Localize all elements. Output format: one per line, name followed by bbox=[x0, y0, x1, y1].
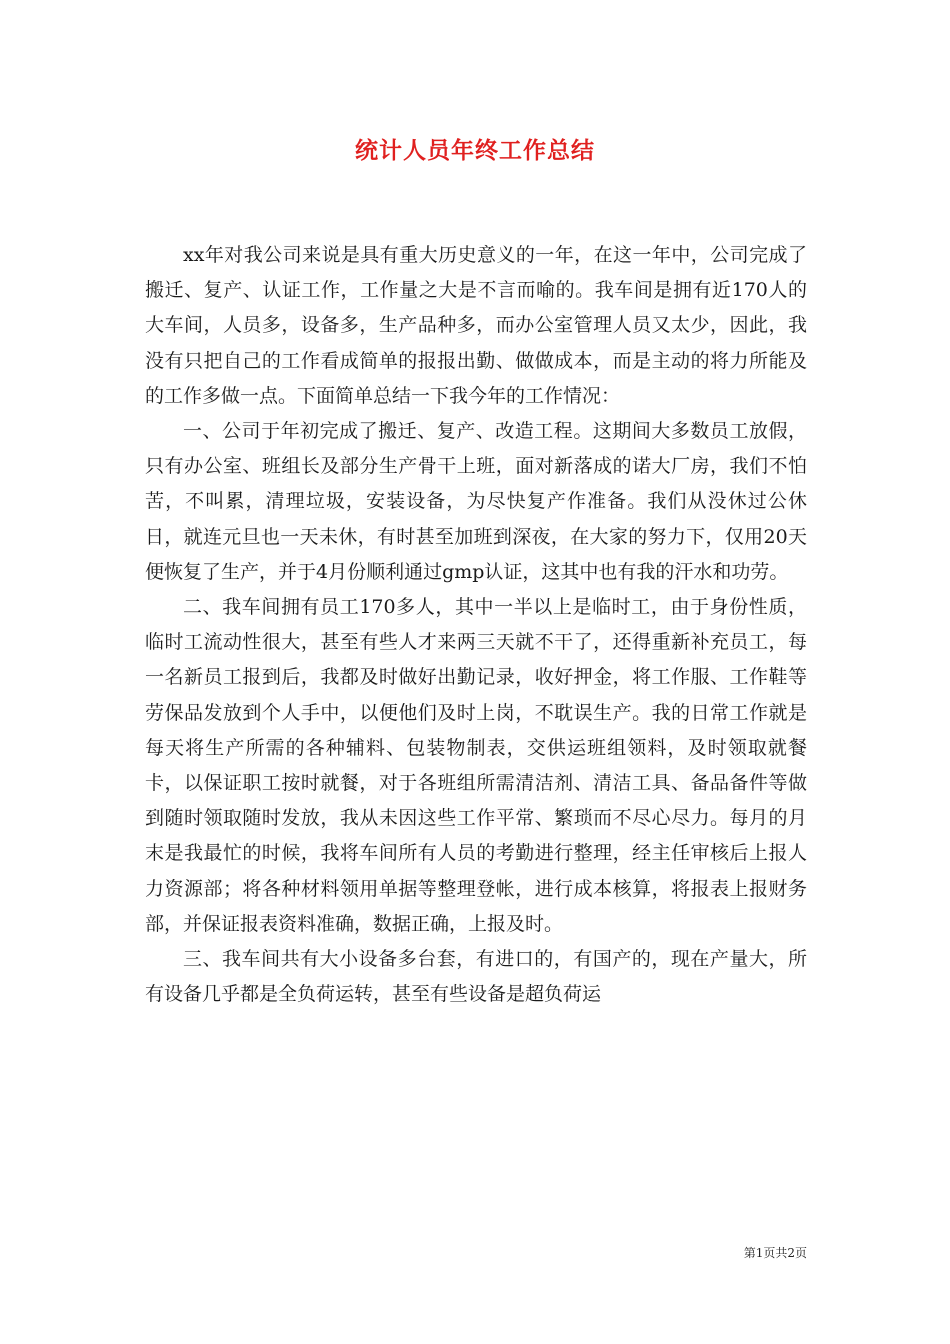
document-title: 统计人员年终工作总结 bbox=[355, 137, 595, 164]
paragraph-intro: xx年对我公司来说是具有重大历史意义的一年，在这一年中，公司完成了搬迁、复产、认证工作，工作量之大是不言而喻的。我车间是拥有近170人的大车间，人员多，设备多，生产品种多，而办公室管理人员又太少，因此，我没有只把自己的工作看成简单的报报出勤、做做成本，而是主动的将力所能及的工作多做一点。下面简单总结一下我今年的工作情况： bbox=[145, 244, 807, 407]
page-number-label: 第1页共2页 bbox=[743, 1246, 807, 1260]
page-number-footer bbox=[744, 1244, 807, 1261]
document-body bbox=[145, 238, 807, 1012]
paragraph-section-2: 二、我车间拥有员工170多人，其中一半以上是临时工，由于身份性质，临时工流动性很大，甚至有些人才来两三天就不干了，还得重新补充员工，每一名新员工报到后，我都及时做好出勤记录，收好押金，将工作服、工作鞋等劳保品发放到个人手中，以便他们及时上岗，不耽误生产。我的日常工作就是每天将生产所需的各种辅料、包装物制表，交供运班组领料，及时领取就餐卡，以保证职工按时就餐，对于各班组所需清洁剂、清洁工具、备品备件等做到随时领取随时发放，我从未因这些工作平常、繁琐而不尽心尽力。每月的月末是我最忙的时候，我将车间所有人员的考勤进行整理，经主任审核后上报人力资源部；将各种材料领用单据等整理登帐，进行成本核算，将报表上报财务部，并保证报表资料准确，数据正确，上报及时。 bbox=[145, 596, 807, 935]
paragraph-section-3: 三、我车间共有大小设备多台套，有进口的，有国产的，现在产量大，所有设备几乎都是全负荷运转，甚至有些设备是超负荷运 bbox=[145, 948, 807, 1006]
paragraph-section-1: 一、公司于年初完成了搬迁、复产、改造工程。这期间大多数员工放假，只有办公室、班组长及部分生产骨干上班，面对新落成的诺大厂房，我们不怕苦，不叫累，清理垃圾，安装设备，为尽快复产作准备。我们从没休过公休日，就连元旦也一天未休，有时甚至加班到深夜，在大家的努力下，仅用20天便恢复了生产，并于4月份顺利通过gmp认证，这其中也有我的汗水和功劳。 bbox=[145, 420, 807, 583]
